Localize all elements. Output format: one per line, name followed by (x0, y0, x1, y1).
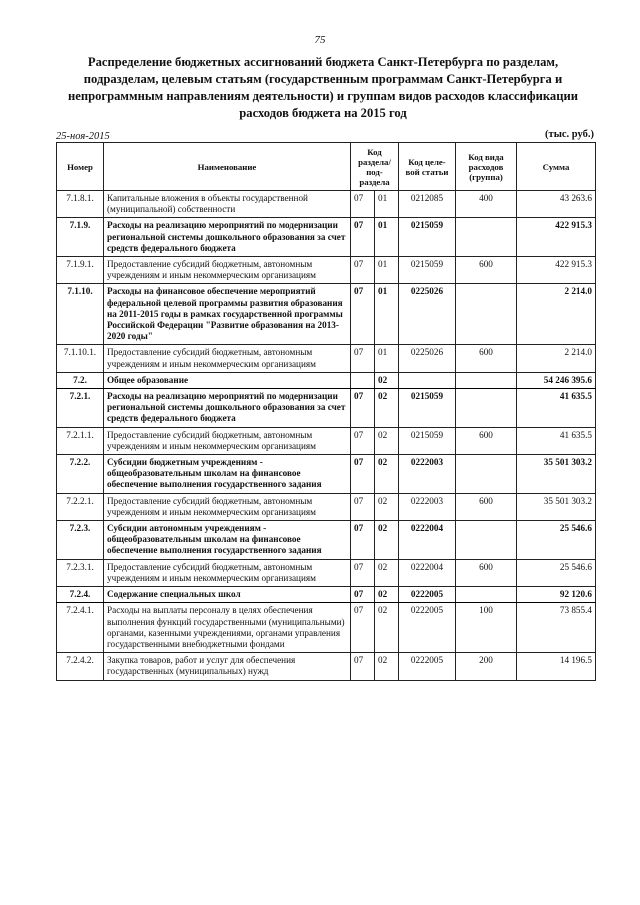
table-body (57, 191, 596, 681)
row-number: 7.2.2.1. (57, 493, 104, 520)
row-amount: 35 501 303.2 (517, 455, 596, 494)
row-section: 07 (351, 191, 375, 218)
row-section: 07 (351, 427, 375, 454)
row-expense-type (456, 218, 517, 257)
table-row (57, 372, 596, 388)
table-row (57, 493, 596, 520)
page-number: 75 (314, 34, 326, 46)
row-amount: 73 855.4 (517, 603, 596, 653)
row-amount: 41 635.5 (517, 389, 596, 428)
row-number: 7.2.4.2. (57, 653, 104, 680)
header-section-code: Код раздела/ под-раздела (351, 143, 399, 191)
row-expense-type: 600 (456, 427, 517, 454)
row-subsection: 01 (375, 257, 399, 284)
row-section: 07 (351, 653, 375, 680)
row-target-code: 0215059 (399, 257, 456, 284)
row-expense-type (456, 521, 517, 560)
row-expense-type: 600 (456, 559, 517, 586)
table-row (57, 521, 596, 560)
row-target-code: 0222003 (399, 493, 456, 520)
row-subsection: 02 (375, 559, 399, 586)
row-number: 7.1.9. (57, 218, 104, 257)
row-number: 7.1.8.1. (57, 191, 104, 218)
table-row (57, 284, 596, 345)
table-row (57, 559, 596, 586)
row-target-code (399, 372, 456, 388)
table-row (57, 218, 596, 257)
row-amount: 422 915.3 (517, 257, 596, 284)
table-row (57, 603, 596, 653)
header-target-code: Код целе-вой статьи (399, 143, 456, 191)
row-amount: 2 214.0 (517, 284, 596, 345)
page-title: Распределение бюджетных ассигнований бюджета Санкт-Петербурга по разделам, подразделам, целевым статьям (государственным программам Санкт-Петербурга и непрограммным направлениям деятельности) и группам видов расходов классификации расходов бюджета на 2015 год (68, 55, 578, 120)
row-subsection: 02 (375, 493, 399, 520)
row-subsection: 02 (375, 653, 399, 680)
row-name: Расходы на выплаты персоналу в целях обеспечения выполнения функций государственными (муниципальными) органами, казенными учреждениями, органами управления государственными внебюджетными фондами (104, 603, 351, 653)
row-subsection: 02 (375, 521, 399, 560)
row-amount: 54 246 395.6 (517, 372, 596, 388)
table-row (57, 389, 596, 428)
row-amount: 14 196.5 (517, 653, 596, 680)
table-row (57, 191, 596, 218)
row-amount: 25 546.6 (517, 521, 596, 560)
row-section: 07 (351, 587, 375, 603)
row-number: 7.2.4.1. (57, 603, 104, 653)
row-number: 7.2.2. (57, 455, 104, 494)
row-expense-type: 100 (456, 603, 517, 653)
row-number: 7.2.1. (57, 389, 104, 428)
row-name: Субсидии автономным учреждениям - общеобразовательным школам на финансовое обеспечение выполнения государственного задания (104, 521, 351, 560)
row-target-code: 0212085 (399, 191, 456, 218)
row-expense-type (456, 587, 517, 603)
row-number: 7.2.3. (57, 521, 104, 560)
row-name: Предоставление субсидий бюджетным, автономным учреждениям и иным некоммерческим организациям (104, 427, 351, 454)
row-number: 7.2.3.1. (57, 559, 104, 586)
row-section: 07 (351, 603, 375, 653)
row-amount: 92 120.6 (517, 587, 596, 603)
row-subsection: 02 (375, 427, 399, 454)
budget-table (56, 142, 596, 681)
row-target-code: 0215059 (399, 389, 456, 428)
row-subsection: 01 (375, 191, 399, 218)
row-target-code: 0225026 (399, 284, 456, 345)
row-amount: 41 635.5 (517, 427, 596, 454)
row-amount: 2 214.0 (517, 345, 596, 372)
row-section: 07 (351, 455, 375, 494)
row-expense-type (456, 455, 517, 494)
row-number: 7.2.4. (57, 587, 104, 603)
row-section: 07 (351, 284, 375, 345)
row-name: Общее образование (104, 372, 351, 388)
row-subsection: 02 (375, 372, 399, 388)
row-subsection: 02 (375, 587, 399, 603)
row-section (351, 372, 375, 388)
row-subsection: 02 (375, 455, 399, 494)
row-target-code: 0222003 (399, 455, 456, 494)
row-name: Предоставление субсидий бюджетным, автономным учреждениям и иным некоммерческим организациям (104, 559, 351, 586)
table-row (57, 257, 596, 284)
row-expense-type: 200 (456, 653, 517, 680)
row-amount: 35 501 303.2 (517, 493, 596, 520)
row-target-code: 0222005 (399, 603, 456, 653)
header-amount: Сумма (517, 143, 596, 191)
document-date: 25-ноя-2015 (56, 131, 110, 142)
row-name: Предоставление субсидий бюджетным, автономным учреждениям и иным некоммерческим организациям (104, 257, 351, 284)
row-expense-type (456, 389, 517, 428)
row-number: 7.1.10. (57, 284, 104, 345)
row-expense-type: 600 (456, 493, 517, 520)
row-section: 07 (351, 559, 375, 586)
row-name: Субсидии бюджетным учреждениям - общеобразовательным школам на финансовое обеспечение выполнения государственного задания (104, 455, 351, 494)
row-amount: 43 263.6 (517, 191, 596, 218)
header-name: Наименование (104, 143, 351, 191)
row-amount: 25 546.6 (517, 559, 596, 586)
header-number: Номер (57, 143, 104, 191)
table-row (57, 653, 596, 680)
row-section: 07 (351, 257, 375, 284)
row-expense-type: 400 (456, 191, 517, 218)
row-name: Расходы на реализацию мероприятий по модернизации региональной системы дошкольного образования за счет средств федерального бюджета (104, 218, 351, 257)
table-header-row (57, 143, 596, 191)
row-target-code: 0225026 (399, 345, 456, 372)
row-amount: 422 915.3 (517, 218, 596, 257)
units-label: (тыс. руб.) (545, 129, 594, 140)
row-name: Расходы на финансовое обеспечение мероприятий федеральной целевой программы развития образования на 2011-2015 годы в рамках государственной программы Российской Федерации "Развитие образования на 2013-2020 годы" (104, 284, 351, 345)
row-subsection: 02 (375, 389, 399, 428)
table-row (57, 455, 596, 494)
row-name: Расходы на реализацию мероприятий по модернизации региональной системы дошкольного образования за счет средств федерального бюджета (104, 389, 351, 428)
row-expense-type (456, 284, 517, 345)
row-target-code: 0215059 (399, 427, 456, 454)
row-target-code: 0222004 (399, 521, 456, 560)
row-expense-type: 600 (456, 345, 517, 372)
row-target-code: 0222004 (399, 559, 456, 586)
row-expense-type: 600 (456, 257, 517, 284)
row-target-code: 0222005 (399, 653, 456, 680)
table-row (57, 345, 596, 372)
row-target-code: 0215059 (399, 218, 456, 257)
row-number: 7.1.9.1. (57, 257, 104, 284)
table-row (57, 587, 596, 603)
row-name: Предоставление субсидий бюджетным, автономным учреждениям и иным некоммерческим организациям (104, 345, 351, 372)
row-name: Содержание специальных школ (104, 587, 351, 603)
header-expense-type: Код вида расходов (группа) (456, 143, 517, 191)
table-row (57, 427, 596, 454)
row-subsection: 01 (375, 345, 399, 372)
row-target-code: 0222005 (399, 587, 456, 603)
row-subsection: 02 (375, 603, 399, 653)
row-number: 7.2.1.1. (57, 427, 104, 454)
row-section: 07 (351, 493, 375, 520)
row-section: 07 (351, 345, 375, 372)
row-number: 7.2. (57, 372, 104, 388)
row-section: 07 (351, 218, 375, 257)
row-name: Предоставление субсидий бюджетным, автономным учреждениям и иным некоммерческим организациям (104, 493, 351, 520)
row-name: Закупка товаров, работ и услуг для обеспечения государственных (муниципальных) нужд (104, 653, 351, 680)
row-name: Капитальные вложения в объекты государственной (муниципальной) собственности (104, 191, 351, 218)
row-number: 7.1.10.1. (57, 345, 104, 372)
row-expense-type (456, 372, 517, 388)
row-subsection: 01 (375, 218, 399, 257)
row-section: 07 (351, 521, 375, 560)
row-subsection: 01 (375, 284, 399, 345)
row-section: 07 (351, 389, 375, 428)
